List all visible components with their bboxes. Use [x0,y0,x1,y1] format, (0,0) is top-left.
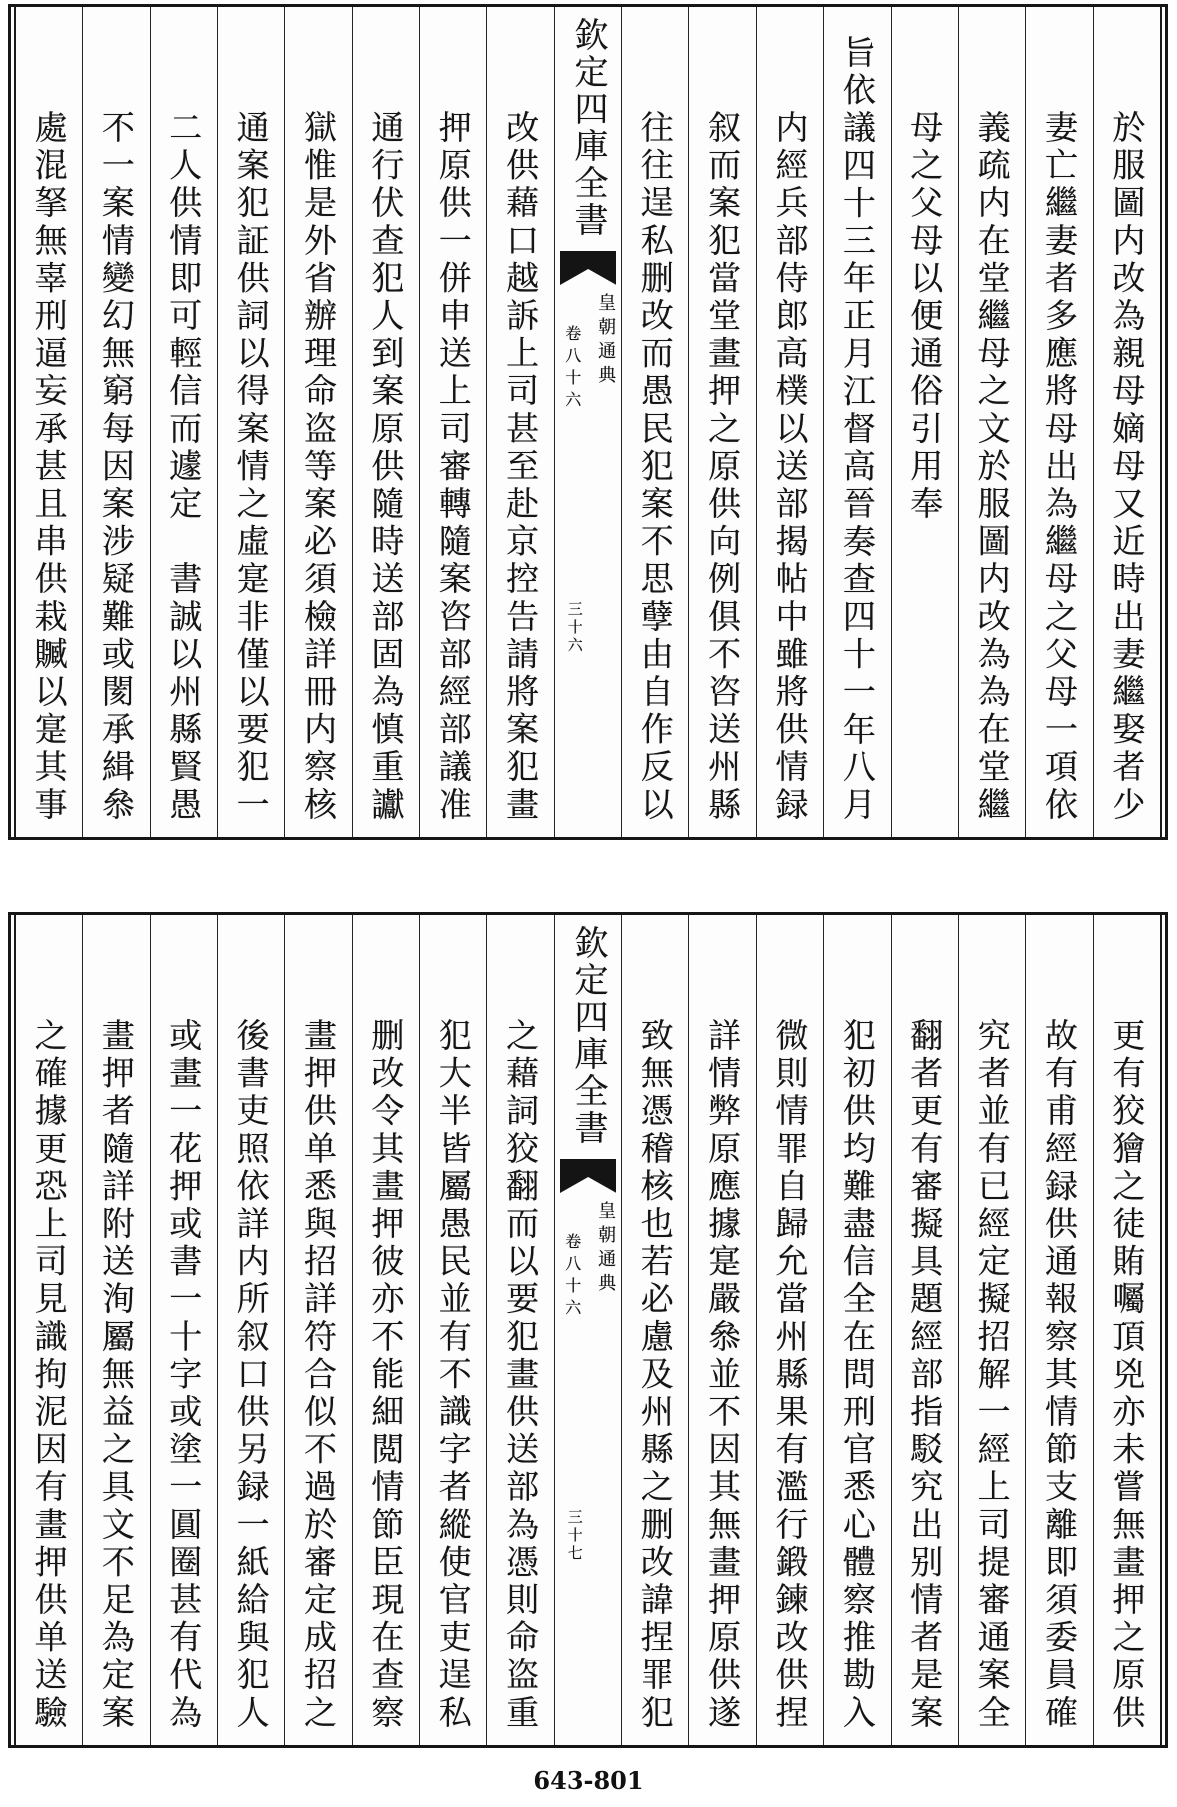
text-column [16,915,82,1745]
column-text: 往往逞私删改而愚民犯案不思孽由自作反以 [635,110,675,825]
text-column [217,915,284,1745]
page-number: 三十七 [565,1509,584,1563]
text-column [82,7,149,837]
center-column [554,915,621,1745]
text-column [16,7,82,837]
column-text: 犯大半皆屬愚民並有不識字者縱使官吏逞私 [433,1018,473,1733]
column-text: 二人供情即可輕信而遽定 書誠以州縣賢愚 [164,110,204,825]
text-column [352,915,419,1745]
column-text: 後書吏照依詳内所叙口供另録一紙給與犯人 [231,1018,271,1733]
center-column [554,7,621,837]
column-text: 獄惟是外省辦理命盗等案必須檢詳冊内察核 [299,110,338,825]
text-column [958,915,1025,1745]
column-text: 叙而案犯當堂畫押之原供向例俱不咨送州縣 [703,110,743,825]
fish-tail-mark [560,251,616,285]
fish-tail-mark [560,1159,616,1193]
column-text: 故有甫經録供通報察其情節支離即須委員確 [1039,1018,1079,1733]
text-column [486,7,553,837]
text-column [756,915,823,1745]
column-text: 詳情弊原應據寔嚴叅並不因其無畫押原供遂 [703,1018,743,1733]
column-text: 義疏内在堂繼母之文於服圖内改為為在堂繼 [972,110,1012,825]
page-number: 三十六 [565,601,584,655]
text-column [284,7,351,837]
column-text: 微則情罪自歸允當州縣果有濫行鍛鍊改供捏 [770,1018,810,1733]
collection-title: 欽定四庫全書 [567,17,608,239]
column-text: 旨依議四十三年正月江督高晉奏查四十一年八月 [837,35,877,825]
text-column [823,915,890,1745]
column-text: 妻亡繼妻者多應將母出為繼母之父母一項依 [1039,110,1079,825]
text-column [217,7,284,837]
column-text: 畫押者隨詳附送洵屬無益之具文不足為定案 [96,1018,136,1733]
text-column [82,915,149,1745]
text-column [1025,915,1092,1745]
column-text: 畫押供单悉與招詳符合似不過於審定成招之 [299,1018,338,1733]
text-column [891,7,958,837]
column-text: 處混拏無辜刑逼妄承甚且串供栽贓以寔其事 [29,110,69,825]
column-text: 於服圖内改為親母嫡母又近時出妻繼娶者少 [1107,110,1147,825]
volume-label: 卷八十六 [562,325,582,413]
volume-label: 卷八十六 [562,1233,582,1321]
text-column [1093,7,1160,837]
column-text: 或畫一花押或書一十字或塗一圓圈甚有代為 [164,1018,204,1733]
text-column [891,915,958,1745]
page-panel-upper [8,4,1168,840]
scan-page-number: 643-801 [533,1766,644,1795]
column-text: 改供藉口越訴上司甚至赴京控告請將案犯畫 [501,110,541,825]
column-text: 致無憑稽核也若必慮及州縣之删改諱捏罪犯 [635,1018,675,1733]
column-text: 母之父母以便通俗引用奉 [905,110,945,524]
text-column [688,915,755,1745]
text-column [419,7,486,837]
column-text: 更有狡獪之徒賄囑頂兇亦未嘗無畫押之原供 [1107,1018,1147,1733]
column-text: 之藉詞狡翻而以要犯畫供送部為憑則命盗重 [501,1018,541,1733]
text-column [1025,7,1092,837]
text-column [419,915,486,1745]
book-title: 皇朝通典 [595,293,617,389]
panel-frame [14,7,1162,837]
column-text: 通案犯証供詞以得案情之虛寔非僅以要犯一 [231,110,271,825]
text-column [756,7,823,837]
text-column [688,7,755,837]
column-text: 究者並有已經定擬招解一經上司提審通案全 [972,1018,1012,1733]
column-text: 通行伏查犯人到案原供隨時送部固為慎重讞 [366,110,406,825]
text-column [284,915,351,1745]
text-column [621,7,688,837]
column-text: 押原供一併申送上司審轉隨案咨部經部議准 [433,110,473,825]
column-text: 之確據更恐上司見識拘泥因有畫押供单送驗 [29,1018,69,1733]
panel-frame [14,915,1162,1745]
text-column [150,915,217,1745]
column-text: 不一案情變幻無窮每因案涉疑難或閡承緝叅 [96,110,136,825]
column-text: 翻者更有審擬具題經部指駁究出别情者是案 [905,1018,945,1733]
column-text: 内經兵部侍郎高樸以送部揭帖中雖將供情録 [770,110,810,825]
text-column [621,915,688,1745]
text-column-raised [823,7,890,837]
column-text: 删改令其畫押彼亦不能細閲情節臣現在查察 [366,1018,406,1733]
column-text: 犯初供均難盡信全在問刑官悉心體察推勘入 [837,1018,877,1733]
book-title: 皇朝通典 [595,1201,617,1297]
text-column [150,7,217,837]
text-column [486,915,553,1745]
collection-title: 欽定四庫全書 [567,925,608,1147]
text-column [958,7,1025,837]
text-column [1093,915,1160,1745]
page-panel-lower [8,912,1168,1748]
text-column [352,7,419,837]
